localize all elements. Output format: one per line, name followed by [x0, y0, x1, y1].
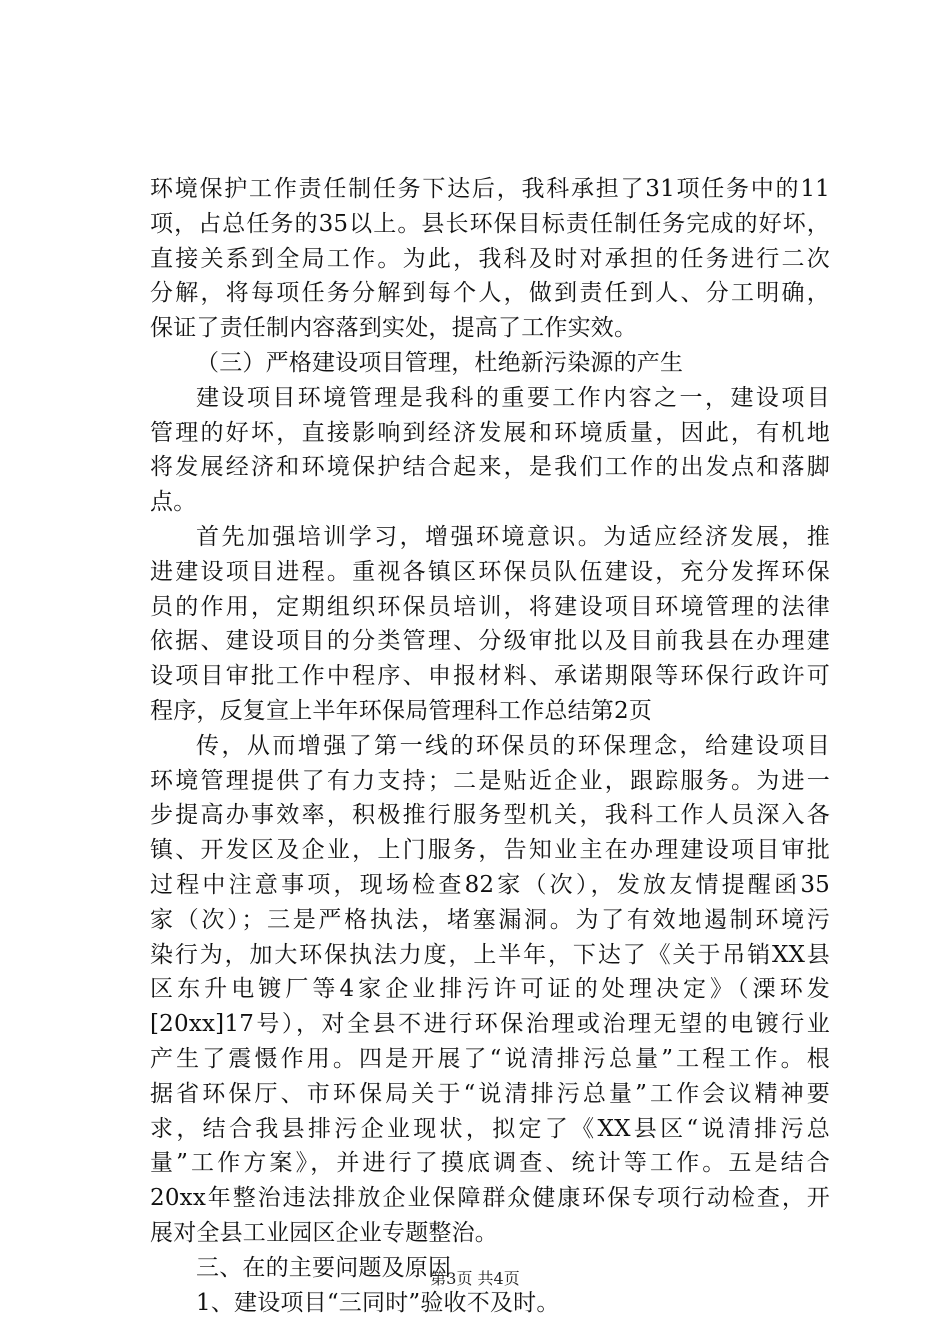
text-line: 程序，反复宣上半年环保局管理科工作总结第2页 — [150, 697, 653, 724]
text-line: 20xx年整治违法排放企业保障群众健康环保专项行动检查，开 — [150, 1185, 830, 1212]
page-footer: 第3页 共4页 — [430, 1269, 520, 1288]
text-line: 员的作用，定期组织环保员培训，将建设项目环境管理的法律 — [150, 593, 830, 620]
text-line: 1、建设项目“三同时”验收不及时。 — [196, 1289, 560, 1316]
text-line: 传，从而增强了第一线的环保员的环保理念，给建设项目 — [196, 732, 830, 759]
text-line: 项，占总任务的35以上。县长环保目标责任制任务完成的好坏， — [150, 210, 830, 237]
text-line: 依据、建设项目的分类管理、分级审批以及目前我县在办理建 — [150, 628, 830, 655]
text-line: 进建设项目进程。重视各镇区环保员队伍建设，充分发挥环保 — [150, 558, 830, 585]
text-line: 据省环保厅、市环保局关于“说清排污总量”工作会议精神要 — [150, 1080, 830, 1107]
text-line: 设项目审批工作中程序、申报材料、承诺期限等环保行政许可 — [150, 663, 830, 690]
text-line: 直接关系到全局工作。为此，我科及时对承担的任务进行二次 — [150, 245, 830, 272]
text-line: 过程中注意事项，现场检查82家（次），发放友情提醒函35 — [150, 871, 830, 898]
text-line: 三、在的主要问题及原因 — [196, 1254, 452, 1281]
text-line: 环境管理提供了有力支持；二是贴近企业，跟踪服务。为进一 — [150, 767, 830, 794]
text-line: 镇、开发区及企业，上门服务，告知业主在办理建设项目审批 — [150, 837, 830, 864]
text-line: 首先加强培训学习，增强环境意识。为适应经济发展，推 — [196, 523, 830, 550]
text-line: 步提高办事效率，积极推行服务型机关，我科工作人员深入各 — [150, 802, 830, 829]
document-body — [150, 172, 830, 1320]
text-line: 产生了震慑作用。四是开展了“说清排污总量”工程工作。根 — [150, 1045, 830, 1072]
text-line: 染行为，加大环保执法力度，上半年，下达了《关于吊销XX县 — [150, 941, 830, 968]
text-line: 区东升电镀厂等4家企业排污许可证的处理决定》（溧环发 — [150, 976, 830, 1003]
text-line: 展对全县工业园区企业专题整治。 — [150, 1219, 498, 1246]
text-line: 将发展经济和环境保护结合起来，是我们工作的出发点和落脚 — [150, 454, 830, 481]
text-line: 求，结合我县排污企业现状，拟定了《XX县区“说清排污总 — [150, 1115, 830, 1142]
text-line: 保证了责任制内容落到实处，提高了工作实效。 — [150, 315, 638, 342]
text-line: [20xx]17号），对全县不进行环保治理或治理无望的电镀行业 — [150, 1011, 830, 1038]
text-line: 点。 — [150, 489, 197, 516]
text-line: （三）严格建设项目管理，杜绝新污染源的产生 — [196, 349, 684, 376]
text-line: 建设项目环境管理是我科的重要工作内容之一，建设项目 — [196, 384, 830, 411]
text-line: 量”工作方案》，并进行了摸底调查、统计等工作。五是结合 — [150, 1150, 830, 1177]
text-line: 家（次）；三是严格执法，堵塞漏洞。为了有效地遏制环境污 — [150, 906, 830, 933]
text-line: 环境保护工作责任制任务下达后，我科承担了31项任务中的11 — [150, 176, 830, 202]
text-line: 管理的好坏，直接影响到经济发展和环境质量，因此，有机地 — [150, 419, 830, 446]
text-line: 分解，将每项任务分解到每个人，做到责任到人、分工明确， — [150, 280, 830, 307]
